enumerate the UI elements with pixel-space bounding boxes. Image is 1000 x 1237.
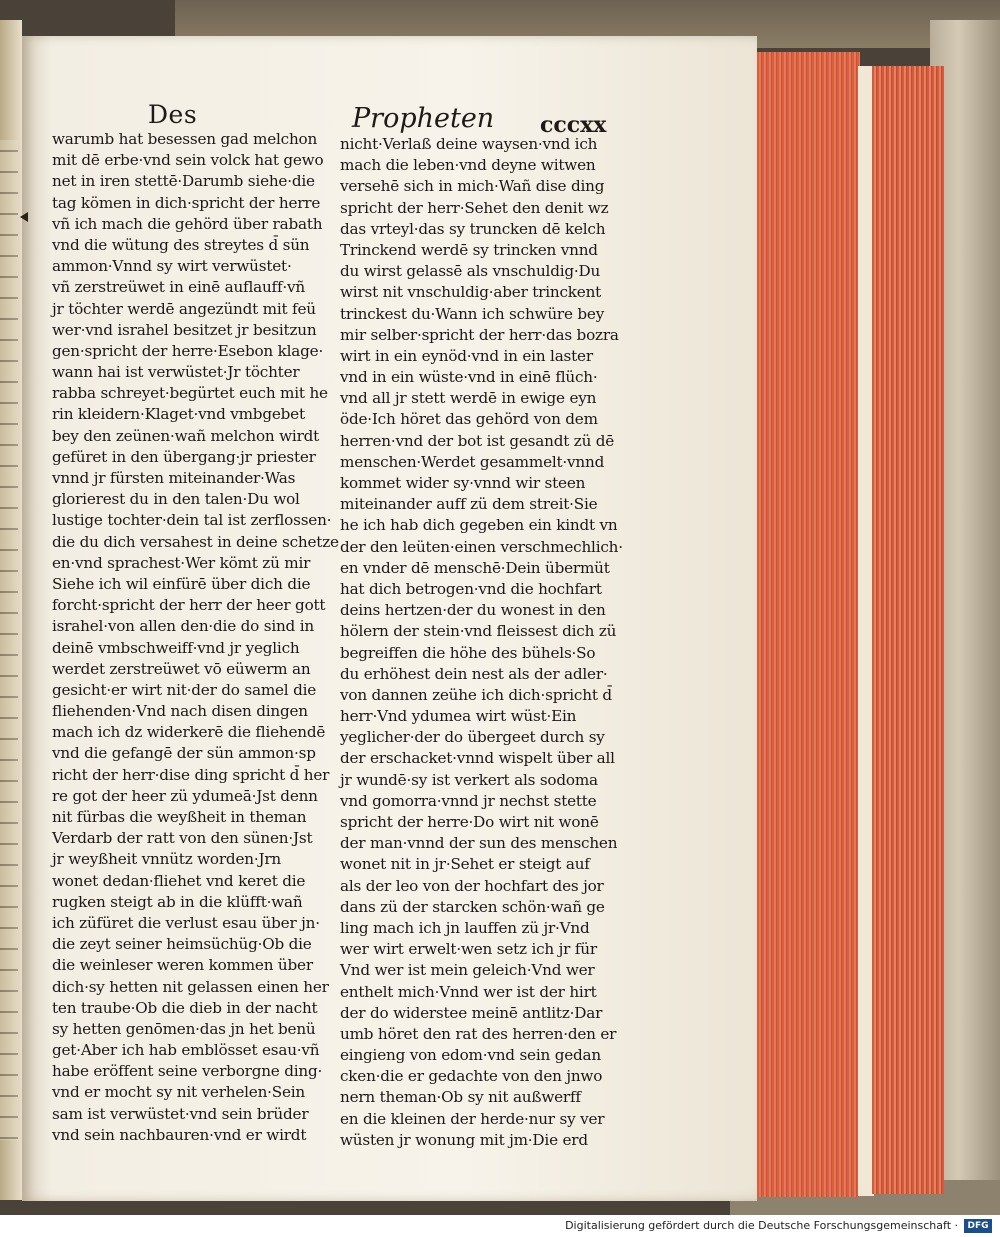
text-line: vnd all jr stett werdē in ewige eyn (340, 389, 597, 408)
text-line: der erschacket·vnnd wispelt über all (340, 749, 615, 768)
text-line: vñ zerstreüwet in einē auflauff·vñ (52, 278, 305, 297)
text-line: deins hertzen·der du wonest in den (340, 601, 606, 620)
text-column-left (52, 129, 339, 1146)
text-line: versehē sich in mich·Wañ dise ding (340, 177, 605, 196)
text-line: jr wundē·sy ist verkert als sodoma (340, 770, 598, 789)
text-line: du wirst gelassē als vnschuldig·Du (340, 262, 601, 281)
dfg-logo: DFG (964, 1219, 992, 1233)
facing-page-sliver (0, 20, 22, 1200)
text-line: Verdarb der ratt von den sünen·Jst (52, 829, 313, 848)
text-line: cken·die er gedachte von den jnwo (340, 1067, 603, 1086)
folio-number: cccxx (540, 112, 607, 138)
text-line: en·vnd sprachest·Wer kömt zü mir (52, 553, 311, 572)
text-line: vnnd jr fürsten miteinander·Was (52, 469, 296, 487)
text-line: forcht·spricht der herr der heer gott (52, 596, 326, 615)
text-line: öde·Ich höret das gehörd von dem (340, 410, 598, 429)
text-line: wirst nit vnschuldig·aber trinckent (340, 283, 602, 302)
digitization-footer (0, 1215, 1000, 1237)
text-line: fliehenden·Vnd nach disen dingen (52, 702, 308, 721)
text-line: Siehe ich wil einfürē über dich die (52, 574, 311, 593)
text-line: die weinleser weren kommen über (52, 956, 313, 975)
text-line: vñ ich mach die gehörd über rabath (52, 214, 323, 233)
text-line: die du dich versahest in deine schetze (52, 532, 339, 551)
text-line: dich·sy hetten nit gelassen einen her (52, 977, 329, 996)
text-line: wonet nit in jr·Sehet er steigt auf (340, 855, 590, 874)
text-line: gesicht·er wirt nit·der do samel die (52, 680, 317, 699)
text-line: ich züfüret die verlust esau über jn· (52, 913, 320, 932)
text-line: der do widerstee meinē antlitz·Dar (340, 1003, 603, 1022)
text-line: gefüret in den übergang·jr priester (52, 447, 316, 466)
text-line: dans zü der starcken schön·wañ ge (340, 897, 605, 916)
margin-marker-icon (20, 212, 28, 222)
text-line: vnd die wütung des streytes d̄ sün (52, 235, 310, 254)
text-line: richt der herr·dise ding spricht d̄ her (52, 765, 330, 784)
text-line: rugken steigt ab in die klüfft·wañ (52, 892, 303, 911)
text-line: wer·vnd israhel besitzet jr besitzun (52, 320, 317, 339)
text-line: eingieng von edom·vnd sein gedan (340, 1046, 601, 1065)
text-line: wirt in ein eynöd·vnd in ein laster (340, 346, 593, 365)
text-line: der den leüten·einen verschmechlich· (340, 537, 623, 556)
text-line: israhel·von allen den·die do sind in (52, 617, 314, 636)
running-head-left: Des (148, 100, 198, 129)
text-column-right (340, 134, 632, 1151)
text-line: hölern der stein·vnd fleissest dich zü (340, 622, 617, 641)
text-line: nern theman·Ob sy nit außwerff (340, 1088, 581, 1107)
text-line: kommet wider sy·vnnd wir steen (340, 474, 586, 492)
text-line: spricht der herr·Sehet den denit wz (340, 198, 609, 217)
text-line: werdet zerstreüwet vō eüwerm an (52, 659, 311, 678)
text-line: du erhöhest dein nest als der adler· (340, 664, 608, 683)
text-line: als der leo von der hochfart des jor (340, 876, 604, 895)
text-line: wonet dedan·fliehet vnd keret die (52, 871, 306, 890)
text-line: vnd gomorra·vnnd jr nechst stette (340, 791, 597, 810)
text-line: der man·vnnd der sun des menschen (340, 834, 618, 853)
text-line: mir selber·spricht der herr·das bozra (340, 325, 619, 344)
text-line: die zeyt seiner heimsüchüg·Ob die (52, 935, 312, 954)
text-line: mit dē erbe·vnd sein volck hat gewo (52, 151, 324, 170)
text-line: begreiffen die höhe des bühels·So (340, 643, 596, 662)
text-line: vnd in ein wüste·vnd in einē flüch· (340, 368, 598, 387)
text-line: re got der heer zü ydumeā·Jst denn (52, 786, 318, 805)
text-line: mach ich dz widerkerē die fliehendē (52, 723, 326, 742)
text-line: deinē vmbschweiff·vnd jr yeglich (52, 638, 300, 657)
text-line: herr·Vnd ydumea wirt wüst·Ein (340, 707, 577, 726)
text-line: warumb hat besessen gad melchon (52, 130, 318, 148)
text-line: trinckest du·Wann ich schwüre bey (340, 304, 605, 323)
text-line: bey den zeünen·wañ melchon wirdt (52, 426, 320, 445)
text-line: en die kleinen der herde·nur sy ver (340, 1109, 605, 1128)
text-line: vnd er mocht sy nit verhelen·Sein (52, 1083, 306, 1102)
text-line: rin kleidern·Klaget·vnd vmbgebet (52, 405, 305, 424)
text-line: herren·vnd der bot ist gesandt zü dē (340, 431, 615, 450)
text-line: gen·spricht der herre·Esebon klage· (52, 341, 324, 360)
text-line: ten traube·Ob die dieb in der nacht (52, 998, 318, 1017)
text-line: menschen·Werdet gesammelt·vnnd (340, 452, 605, 471)
text-line: en vnder dē menschē·Dein übermüt (340, 558, 610, 577)
text-line: nicht·Verlaß deine waysen·vnd ich (340, 135, 598, 153)
text-line: lustige tochter·dein tal ist zerflossen· (52, 511, 332, 530)
text-line: enthelt mich·Vnnd wer ist der hirt (340, 982, 597, 1001)
text-line: wann hai ist verwüstet·Jr töchter (52, 363, 300, 382)
text-line: hat dich betrogen·vnd die hochfart (340, 579, 602, 598)
running-head-center: Propheten (352, 103, 495, 134)
text-line: miteinander auff zü dem streit·Sie (340, 495, 598, 514)
text-line: wüsten jr wonung mit jm·Die erd (340, 1130, 588, 1149)
text-line: rabba schreyet·begürtet euch mit he (52, 384, 328, 403)
text-line: nit fürbas die weyßheit in theman (52, 808, 307, 826)
text-line: jr töchter werdē angezündt mit feü (52, 299, 316, 318)
text-line: get·Aber ich hab emblösset esau·vñ (52, 1041, 320, 1060)
funding-credit: Digitalisierung gefördert durch die Deutsche Forschungsgemeinschaft · (565, 1219, 958, 1232)
text-line: ling mach ich jn lauffen zü jr·Vnd (340, 918, 590, 937)
text-line: umb höret den rat des herren·den er (340, 1024, 617, 1043)
page-block-red-edge-back (872, 66, 944, 1194)
text-line: wer wirt erwelt·wen setz ich jr für (340, 940, 597, 959)
page-block-red-edge (752, 52, 860, 1197)
text-line: yeglicher·der do übergeet durch sy (340, 728, 605, 747)
text-line: he ich hab dich gegeben ein kindt vn (340, 516, 618, 535)
text-line: sam ist verwüstet·vnd sein brüder (52, 1104, 309, 1123)
text-line: vnd sein nachbauren·vnd er wirdt (52, 1125, 307, 1144)
text-line: ammon·Vnnd sy wirt verwüstet· (52, 257, 292, 276)
text-line: vnd die gefangē der sün ammon·sp (52, 744, 316, 763)
text-line: sy hetten genōmen·das jn het benü (52, 1019, 316, 1038)
text-line: Vnd wer ist mein geleich·Vnd wer (340, 961, 595, 980)
text-line: mach die leben·vnd deyne witwen (340, 156, 596, 175)
text-line: das vrteyl·das sy truncken dē kelch (340, 219, 606, 238)
text-line: Trinckend werdē sy trincken vnnd (340, 240, 598, 259)
text-line: von dannen zeühe ich dich·spricht d̄ (340, 685, 612, 704)
text-line: tag kömen in dich·spricht der herre (52, 193, 321, 212)
text-line: spricht der herre·Do wirt nit wonē (340, 813, 599, 831)
text-line: jr weyßheit vnnütz worden·Jrn (52, 850, 281, 869)
text-line: net in iren stettē·Darumb siehe·die (52, 172, 315, 191)
text-line: glorierest du in den talen·Du wol (52, 490, 300, 509)
text-line: habe eröffent seine verborgne ding· (52, 1062, 323, 1081)
